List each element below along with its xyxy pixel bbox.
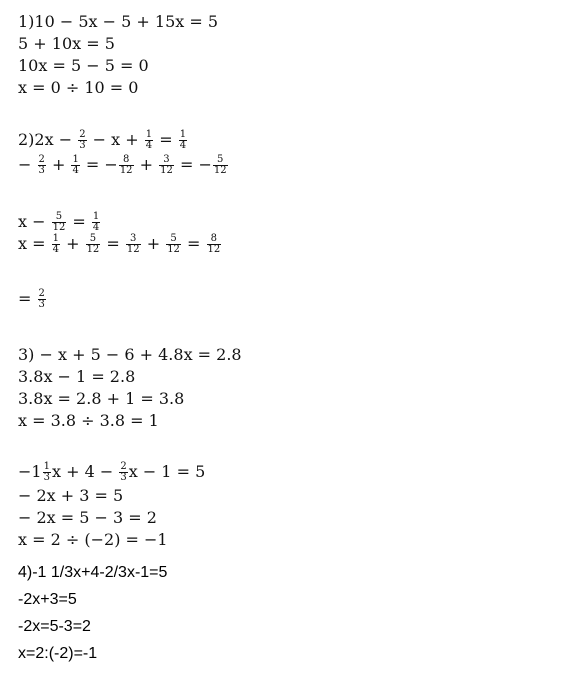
denominator: 12 xyxy=(213,165,227,176)
fraction xyxy=(145,130,153,151)
numerator: 8 xyxy=(207,234,222,245)
denominator: 3 xyxy=(38,165,45,176)
fraction xyxy=(38,289,46,310)
p1-line3: 10x = 5 − 5 = 0 xyxy=(18,56,149,75)
fraction xyxy=(207,234,222,255)
denominator: 3 xyxy=(120,472,127,483)
fraction xyxy=(43,462,51,483)
p1-line4: x = 0 ÷ 10 = 0 xyxy=(18,78,139,97)
text: = − xyxy=(80,155,118,174)
numerator: 2 xyxy=(79,129,86,140)
numerator: 1 xyxy=(52,233,59,244)
text: = xyxy=(154,130,178,149)
text: − x + xyxy=(87,130,144,149)
denominator: 4 xyxy=(72,165,79,176)
fraction xyxy=(126,234,141,255)
p1-line1: 1)10 − 5x − 5 + 15x = 5 xyxy=(18,12,219,31)
fraction xyxy=(92,212,100,233)
p4-line4: x = 2 ÷ (−2) = −1 xyxy=(18,530,168,549)
numerator: 1 xyxy=(179,129,187,140)
denominator: 12 xyxy=(207,244,221,255)
p3-line1: 3) − x + 5 − 6 + 4.8x = 2.8 xyxy=(18,345,242,364)
denominator: 12 xyxy=(167,244,180,255)
numerator: 2 xyxy=(38,154,45,165)
p4-plain-line2: -2x+3=5 xyxy=(18,591,77,608)
text: + xyxy=(46,155,71,174)
fraction xyxy=(119,462,127,483)
p2-line5 xyxy=(18,289,47,310)
fraction xyxy=(119,155,134,176)
fraction xyxy=(38,155,46,176)
text: x − 1 = 5 xyxy=(128,462,206,481)
text: + xyxy=(141,234,166,253)
fraction xyxy=(86,234,101,255)
fraction xyxy=(78,130,86,151)
fraction xyxy=(213,155,228,176)
denominator: 3 xyxy=(79,140,86,151)
p4-plain-line1: 4)-1 1/3x+4-2/3x-1=5 xyxy=(18,564,168,581)
denominator: 3 xyxy=(38,299,45,310)
text: − xyxy=(18,155,37,174)
numerator: 8 xyxy=(119,155,134,166)
text: = xyxy=(181,234,206,253)
denominator: 12 xyxy=(126,244,140,255)
text: −1 xyxy=(18,462,42,481)
text: = − xyxy=(174,155,212,174)
denominator: 12 xyxy=(86,244,100,255)
text: = xyxy=(67,212,91,231)
numerator: 5 xyxy=(213,155,228,166)
p2-line3 xyxy=(18,212,101,233)
fraction xyxy=(52,212,67,233)
fraction xyxy=(179,130,187,151)
denominator: 12 xyxy=(52,222,66,233)
p4-plain-line3: -2x=5-3=2 xyxy=(18,618,91,635)
numerator: 1 xyxy=(145,129,153,140)
text: 2)2x − xyxy=(18,130,78,149)
p2-line1 xyxy=(18,130,188,151)
numerator: 1 xyxy=(43,461,50,472)
p4-line3: − 2x = 5 − 3 = 2 xyxy=(18,508,157,527)
numerator: 5 xyxy=(86,234,101,245)
denominator: 12 xyxy=(160,165,173,176)
numerator: 1 xyxy=(72,154,79,165)
numerator: 2 xyxy=(38,288,45,299)
p4-line2: − 2x + 3 = 5 xyxy=(18,486,124,505)
p3-line2: 3.8x − 1 = 2.8 xyxy=(18,367,136,386)
denominator: 4 xyxy=(52,244,59,255)
p2-line4 xyxy=(18,234,222,255)
text: = xyxy=(101,234,125,253)
denominator: 4 xyxy=(179,140,187,151)
fraction xyxy=(166,234,181,255)
p4-line1 xyxy=(18,462,205,483)
p4-plain-line4: x=2:(-2)=-1 xyxy=(18,645,98,662)
denominator: 4 xyxy=(92,222,100,233)
text: x − xyxy=(18,212,51,231)
p3-line3: 3.8x = 2.8 + 1 = 3.8 xyxy=(18,389,185,408)
denominator: 3 xyxy=(43,472,50,483)
fraction xyxy=(71,155,79,176)
numerator: 3 xyxy=(126,234,141,245)
text: + xyxy=(60,234,85,253)
p3-line4: x = 3.8 ÷ 3.8 = 1 xyxy=(18,411,159,430)
text: x = xyxy=(18,234,51,253)
p1-line2: 5 + 10x = 5 xyxy=(18,34,115,53)
denominator: 12 xyxy=(119,165,133,176)
numerator: 1 xyxy=(92,211,100,222)
numerator: 5 xyxy=(52,212,67,223)
numerator: 2 xyxy=(120,461,127,472)
text: = xyxy=(18,289,37,308)
numerator: 5 xyxy=(166,234,181,245)
text: x + 4 − xyxy=(51,462,119,481)
fraction xyxy=(52,234,60,255)
fraction xyxy=(159,155,174,176)
p2-line2 xyxy=(18,155,229,176)
denominator: 4 xyxy=(145,140,153,151)
numerator: 3 xyxy=(159,155,174,166)
text: + xyxy=(134,155,159,174)
